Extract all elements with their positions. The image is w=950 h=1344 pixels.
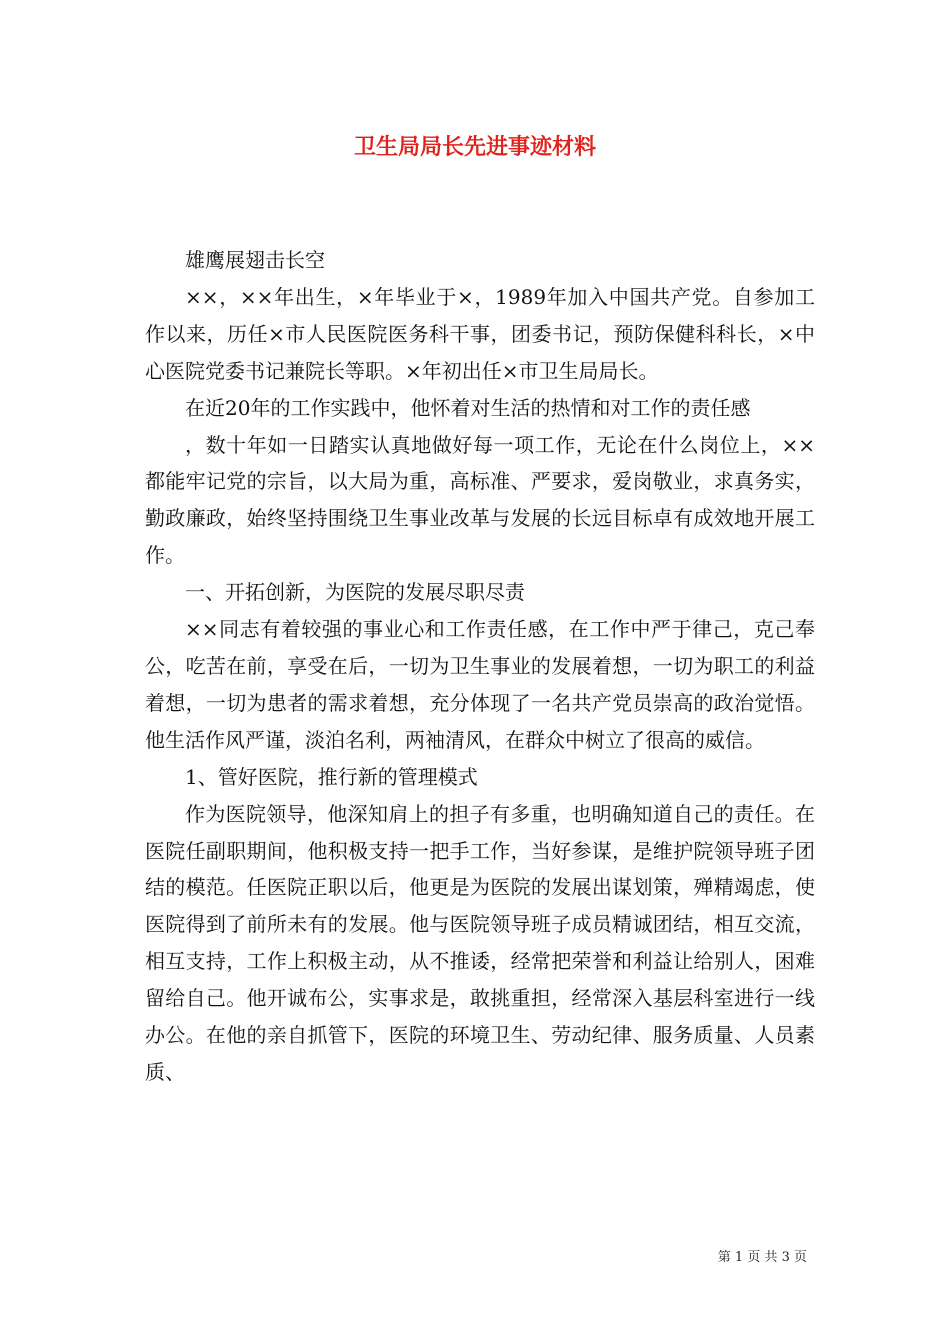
- document-title: 卫生局局长先进事迹材料: [353, 134, 596, 160]
- section-heading-1: 一、开拓创新，为医院的发展尽职尽责: [185, 580, 525, 605]
- section-heading-1-1: 1、管好医院，推行新的管理模式: [185, 764, 478, 789]
- paragraph-career: 在近20年的工作实践中，他怀着对生活的热情和对工作的责任感: [185, 395, 751, 420]
- paragraph-character: ××同志有着较强的事业心和工作责任感，在工作中严于律己，克己奉公，吃苦在前，享受在后，一切为卫生事业的发展着想，一切为职工的利益着想，一切为患者的需求着想，充分体现了一名共产党员崇高的政治觉悟。他生活作风严谨，淡泊名利，两袖清风，在群众中树立了很高的威信。: [145, 617, 815, 752]
- paragraph-dedication: ，数十年如一日踏实认真地做好每一项工作，无论在什么岗位上，××都能牢记党的宗旨，以大局为重，高标准、严要求，爱岗敬业，求真务实，勤政廉政，始终坚持围绕卫生事业改革与发展的长远目标卓有成效地开展工作。: [145, 432, 815, 568]
- document-body: [145, 242, 815, 1091]
- page-number: 第 1 页 共 3 页: [717, 1250, 807, 1265]
- subtitle: 雄鹰展翅击长空: [185, 248, 325, 272]
- paragraph-intro: ××，××年出生，×年毕业于×，1989年加入中国共产党。自参加工作以来，历任×市人民医院医务科干事，团委书记，预防保健科科长，×中心医院党委书记兼院长等职。×年初出任×市卫生局局长。: [145, 284, 815, 383]
- paragraph-management: 作为医院领导，他深知肩上的担子有多重，也明确知道自己的责任。在医院任副职期间，他积极支持一把手工作，当好参谋，是维护院领导班子团结的模范。任医院正职以后，他更是为医院的发展出谋划策，殚精竭虑，使医院得到了前所未有的发展。他与医院领导班子成员精诚团结，相互交流，相互支持，工作上积极主动，从不推诿，经常把荣誉和利益让给别人，困难留给自己。他开诚布公，实事求是，敢挑重担，经常深入基层科室进行一线办公。在他的亲自抓管下，医院的环境卫生、劳动纪律、服务质量、人员素质、: [145, 801, 815, 1084]
